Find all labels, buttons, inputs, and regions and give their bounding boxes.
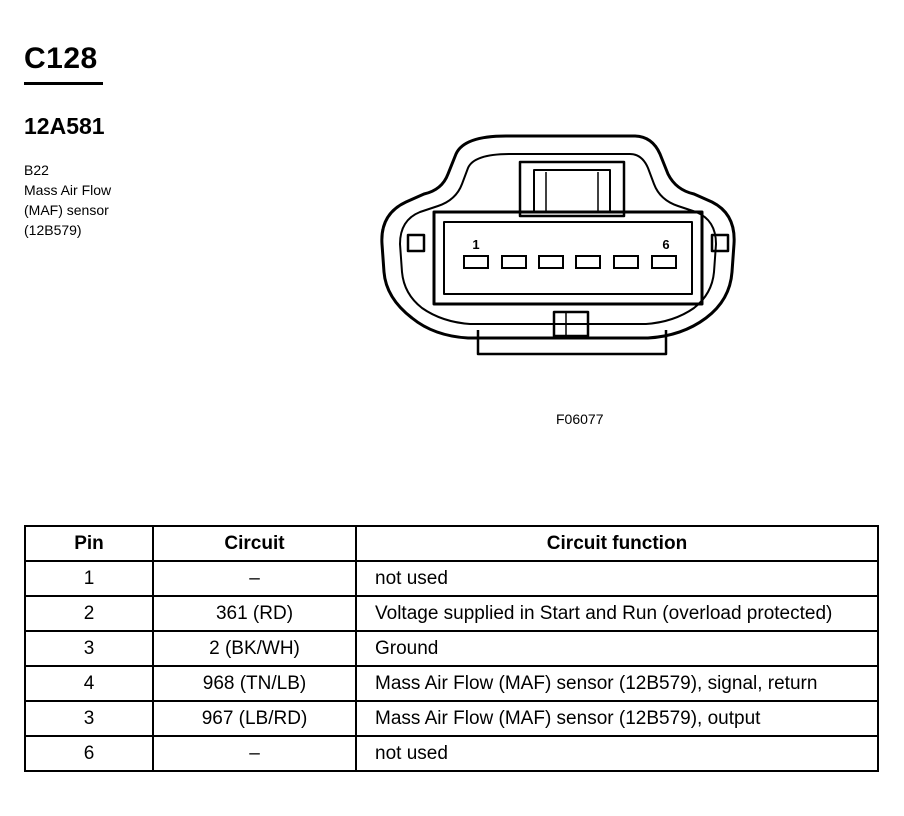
pin-cavity — [464, 256, 488, 268]
connector-description — [24, 160, 111, 240]
function-cell: Ground — [356, 631, 878, 666]
pin-label-first: 1 — [472, 237, 480, 252]
column-header-circuit: Circuit — [153, 526, 356, 561]
pin-cell: 4 — [25, 666, 153, 701]
pin-cell: 3 — [25, 701, 153, 736]
description-line: B22 — [24, 162, 49, 178]
part-number: 12A581 — [24, 113, 105, 139]
pin-cavity — [576, 256, 600, 268]
figure-code: F06077 — [556, 411, 604, 427]
pin-cavity — [652, 256, 676, 268]
circuit-cell: – — [153, 736, 356, 771]
description-line: (12B579) — [24, 222, 82, 238]
circuit-cell: – — [153, 561, 356, 596]
column-header-pin: Pin — [25, 526, 153, 561]
pinout-table — [24, 525, 879, 772]
circuit-cell: 968 (TN/LB) — [153, 666, 356, 701]
pin-label-last: 6 — [662, 237, 670, 252]
table-row — [25, 561, 878, 596]
description-line: Mass Air Flow — [24, 182, 112, 198]
pin-cell: 2 — [25, 596, 153, 631]
table-row — [25, 666, 878, 701]
circuit-cell: 967 (LB/RD) — [153, 701, 356, 736]
table-row — [25, 736, 878, 771]
circuit-cell: 361 (RD) — [153, 596, 356, 631]
pin-cell: 1 — [25, 561, 153, 596]
pin-cavity — [614, 256, 638, 268]
table-row — [25, 631, 878, 666]
table-row — [25, 596, 878, 631]
title-underline — [24, 82, 103, 85]
connector-face-diagram — [376, 132, 742, 362]
pin-cavities — [464, 256, 676, 268]
pin-cell: 3 — [25, 631, 153, 666]
pin-cavity — [502, 256, 526, 268]
function-cell: Mass Air Flow (MAF) sensor (12B579), signal, return — [356, 666, 878, 701]
connector-left-ear — [408, 235, 424, 251]
circuit-cell: 2 (BK/WH) — [153, 631, 356, 666]
pin-cavity — [539, 256, 563, 268]
column-header-function: Circuit function — [356, 526, 878, 561]
function-cell: not used — [356, 736, 878, 771]
pin-cell: 6 — [25, 736, 153, 771]
function-cell: Mass Air Flow (MAF) sensor (12B579), output — [356, 701, 878, 736]
table-row — [25, 701, 878, 736]
description-line: (MAF) sensor — [24, 202, 109, 218]
function-cell: Voltage supplied in Start and Run (overload protected) — [356, 596, 878, 631]
table-header-row — [25, 526, 878, 561]
connector-right-ear — [712, 235, 728, 251]
connector-id-title: C128 — [24, 42, 98, 75]
connector-bottom-tab — [478, 330, 666, 354]
function-cell: not used — [356, 561, 878, 596]
